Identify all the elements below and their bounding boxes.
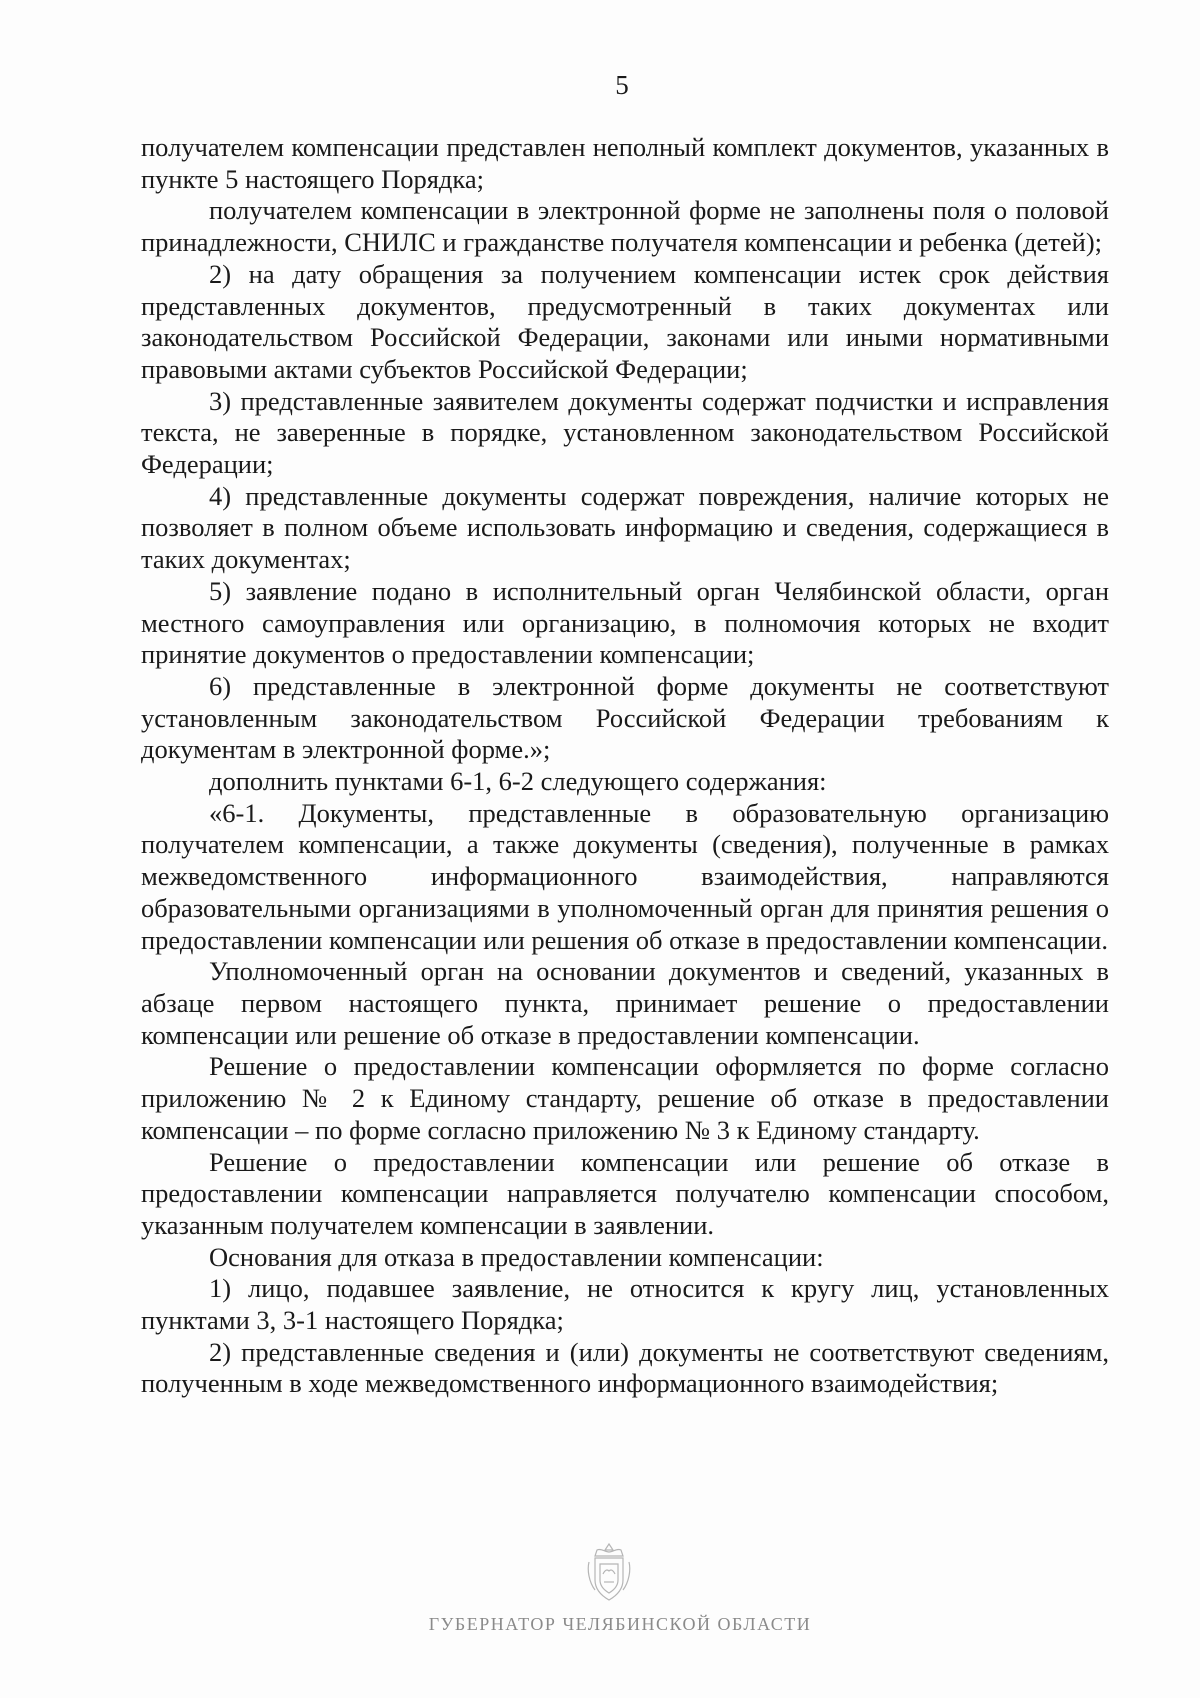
paragraph-15: 2) представленные сведения и (или) документы не соответствуют сведениям, полученным в ходе межведомственного информационного взаимодействия; xyxy=(141,1336,1109,1399)
paragraph-8: дополнить пунктами 6-1, 6-2 следующего содержания: xyxy=(209,766,827,797)
paragraph-9: «6-1. Документы, представленные в образовательную организацию получателем компенсации, а также документы (сведения), полученные в рамках межведомственного информационного взаимодействия, направляются образовательными организациями в уполномоченный орган для принятия решения о предоставлении компенсации или решения об отказе в предоставлении компенсации. xyxy=(141,797,1109,955)
paragraph-6: 5) заявление подано в исполнительный орган Челябинской области, орган местного самоуправления или организацию, в полномочия которых не входит принятие документов о предоставлении компенсации; xyxy=(141,575,1109,670)
document-footer: ГУБЕРНАТОР ЧЕЛЯБИНСКОЙ ОБЛАСТИ xyxy=(428,1614,812,1634)
paragraph-10: Уполномоченный орган на основании документов и сведений, указанных в абзаце первом настоящего пункта, принимает решение о предоставлении компенсации или решение об отказе в предоставлении компенсации. xyxy=(141,956,1109,1050)
paragraph-12: Решение о предоставлении компенсации или решение об отказе в предоставлении компенсации направляется получателю компенсации способом, указанным получателем компенсации в заявлении. xyxy=(141,1146,1109,1240)
paragraph-3: 2) на дату обращения за получением компенсации истек срок действия представленных документов, предусмотренный в таких документах или законодательством Российской Федерации, законами или иными нормативными правовыми актами субъектов Российской Федерации; xyxy=(141,258,1109,384)
document-body xyxy=(141,132,1109,1400)
paragraph-7: 6) представленные в электронной форме документы не соответствуют установленным законодательством Российской Федерации требованиям к документам в электронной форме.»; xyxy=(141,670,1109,765)
paragraph-14: 1) лицо, подавшее заявление, не относится к кругу лиц, установленных пунктами 3, 3-1 настоящего Порядка; xyxy=(141,1273,1109,1336)
paragraph-2: получателем компенсации в электронной форме не заполнены поля о половой принадлежности, СНИЛС и гражданстве получателя компенсации и ребенка (детей); xyxy=(141,195,1109,258)
page-number: 5 xyxy=(615,70,629,100)
paragraph-4: 3) представленные заявителем документы содержат подчистки и исправления текста, не заверенные в порядке, установленном законодательством Российской Федерации; xyxy=(141,385,1109,480)
paragraph-1: получателем компенсации представлен неполный комплект документов, указанных в пункте 5 настоящего Порядка; xyxy=(141,132,1109,194)
paragraph-5: 4) представленные документы содержат повреждения, наличие которых не позволяет в полном объеме использовать информацию и сведения, содержащиеся в таких документах; xyxy=(141,480,1109,575)
paragraph-13: Основания для отказа в предоставлении компенсации: xyxy=(209,1241,824,1272)
paragraph-11: Решение о предоставлении компенсации оформляется по форме согласно приложению № 2 к Единому стандарту, решение об отказе в предоставлении компенсации – по форме согласно приложению № 3 к Единому стандарту. xyxy=(141,1051,1109,1145)
coat-of-arms-icon xyxy=(583,1540,635,1606)
